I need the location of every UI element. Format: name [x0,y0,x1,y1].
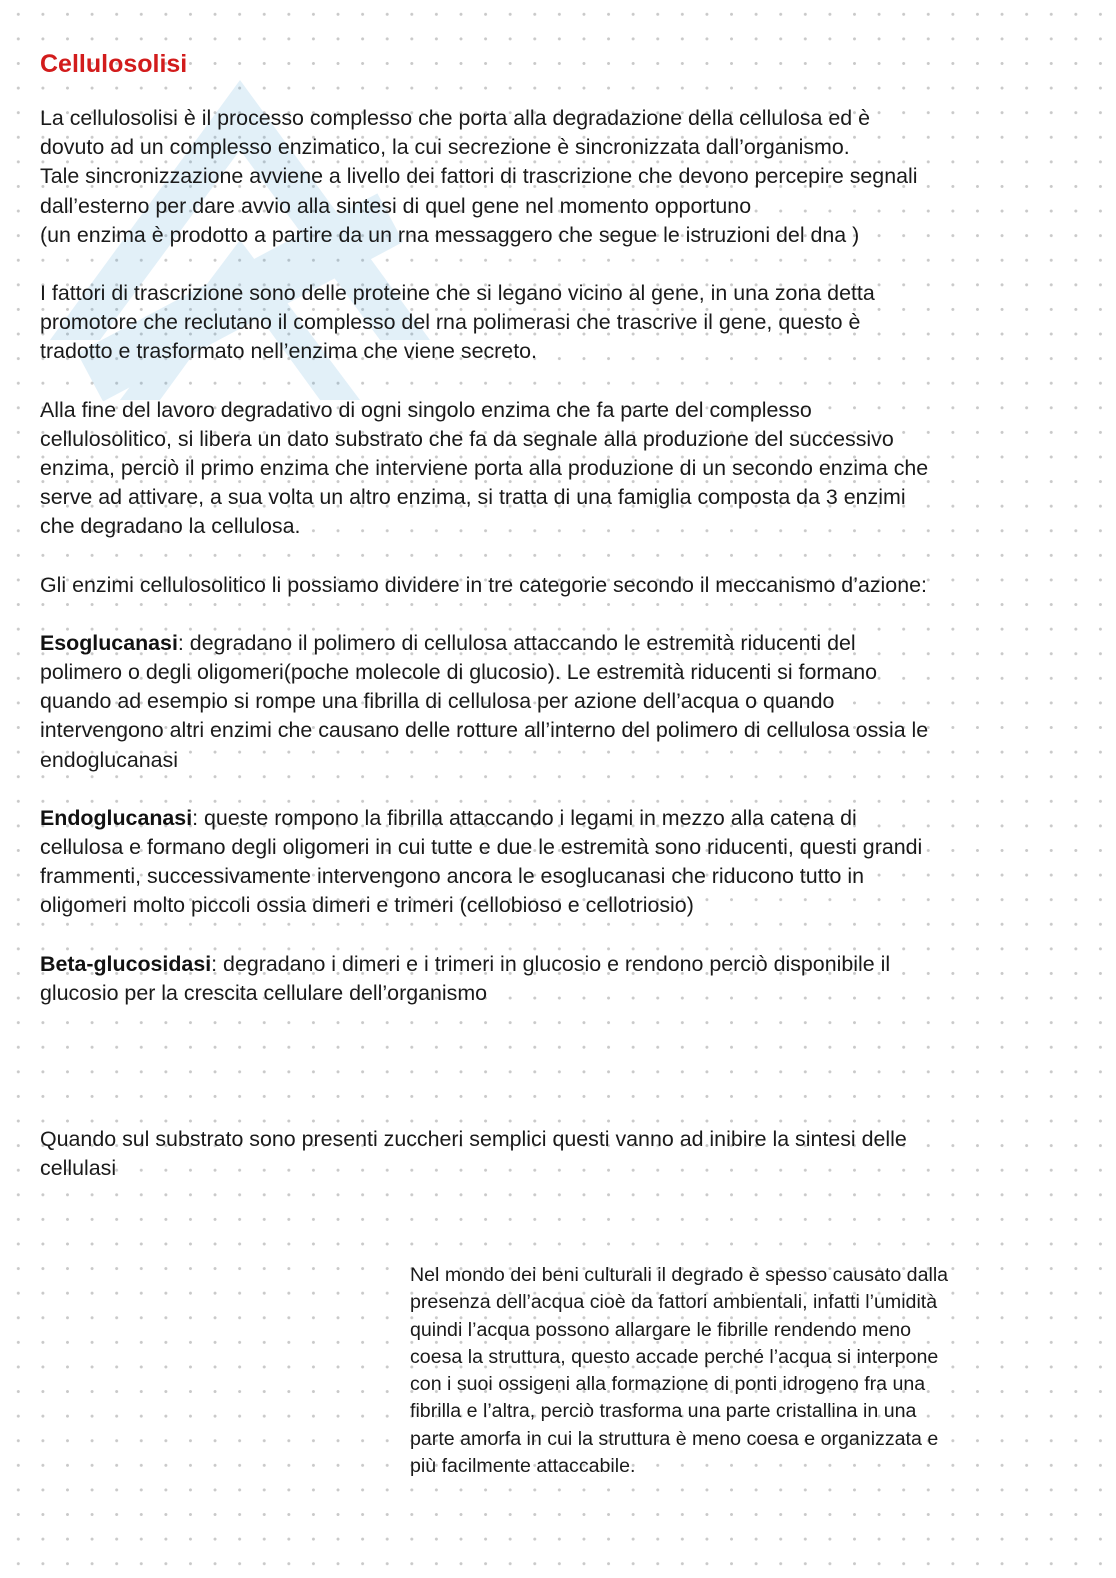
paragraph-intro: La cellulosolisi è il processo complesso che porta alla degradazione della cellulosa ed è dovuto ad un complesso enzimatico, la cui secrezione è sincronizzata dall’organismo. Tale sincronizzazione avviene a livello dei fattori di trascrizione che devono percepire segnali dall’esterno per dare avvio alla sintesi di quel gene nel momento opportuno (un enzima è prodotto a partire da un rna messaggero che segue le istruzioni del dna ) [40,106,918,247]
paragraph-inhibition: Quando sul substrato sono presenti zuccheri semplici questi vanno ad inibire la sintesi delle cellulasi [40,1127,907,1181]
document-content [40,46,1080,1212]
enzyme-endoglucanasi [40,804,1080,921]
enzyme-esoglucanasi [40,629,1080,775]
spacer [40,1037,1080,1125]
paragraph-enzyme-sequence: Alla fine del lavoro degradativo di ogni singolo enzima che fa parte del complesso cellulosolitico, si libera un dato substrato che fa da segnale alla produzione del successivo enzima, perciò il primo enzima che interviene porta alla produzione di un secondo enzima che serve ad attivare, a sua volta un altro enzima, si tratta di una famiglia composta da 3 enzimi che degradano la cellulosa. [40,397,929,539]
enzyme-term: Esoglucanasi [40,630,178,655]
side-note: Nel mondo dei beni culturali il degrado è spesso causato dalla presenza dell’acqua cioè da fattori ambientali, infatti l’umidità quindi l’acqua possono allargare le fibrille rendendo meno coesa la struttura, questo accade perché l’acqua si interpone con i suoi ossigeni alla formazione di ponti idrogeno fra una fibrilla e l’altra, perciò trasforma una parte cristallina in una parte amorfa in cui la struttura è meno coesa e organizzata e più facilmente attaccabile. [410,1264,949,1478]
enzyme-term: Endoglucanasi [40,805,193,830]
paragraph-transcription-factors: I fattori di trascrizione sono delle proteine che si legano vicino al gene, in una zona detta promotore che reclutano il complesso del rna polimerasi che trascrive il gene, questo è tradotto e trasformato nell’enzima che viene secreto. [40,281,875,364]
enzyme-term: Beta-glucosidasi [40,951,212,976]
enzyme-description: : degradano il polimero di cellulosa attaccando le estremità riducenti del polimero o degli oligomeri(poche molecole di glucosio). Le estremità riducenti si formano quando ad esempio si rompe una fibrilla di cellulosa per azione dell’acqua o quando intervengono altri enzimi che causano delle rotture all’interno del polimero di cellulosa ossia le endoglucanasi [40,630,929,772]
enzyme-description: : degradano i dimeri e i trimeri in glucosio e rendono perciò disponibile il glucosio per la crescita cellulare dell’organismo [40,951,891,1005]
enzyme-description: : queste rompono la fibrilla attaccando i legami in mezzo alla catena di cellulosa e formano degli oligomeri in cui tutte e due le estremità sono riducenti, questi grandi frammenti, successivamente intervengono ancora le esoglucanasi che riducono tutto in oligomeri molto piccoli ossia dimeri e trimeri (cellobioso e cellotriosio) [40,805,923,918]
enzyme-beta-glucosidasi [40,950,1080,1008]
paragraph-categories-intro: Gli enzimi cellulosolitico li possiamo dividere in tre categorie secondo il meccanismo d’azione: [40,572,927,597]
page-title: Cellulosolisi [40,50,188,78]
